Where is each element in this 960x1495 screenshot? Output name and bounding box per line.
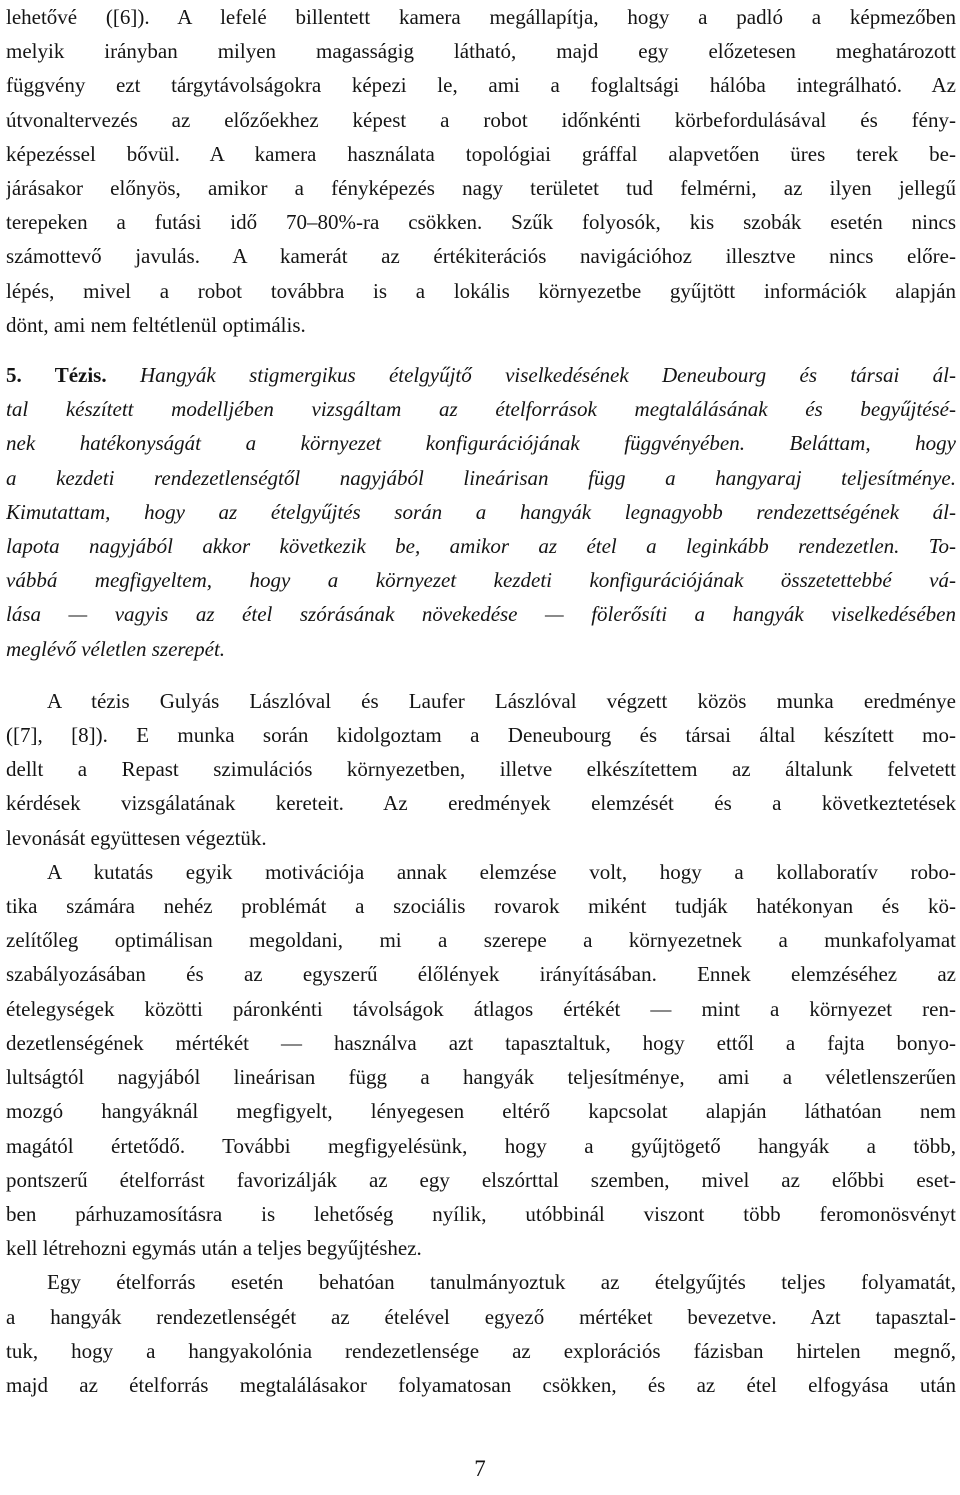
text-line: lehetővé ([6]). A lefelé billentett kamera megállapítja, hogy a padló a képmezőben bbox=[6, 5, 956, 29]
paragraph-motivation bbox=[6, 855, 956, 1265]
text-line: útvonaltervezés az előzőekhez képest a robot időnkénti körbefordulásával és fény- bbox=[6, 107, 956, 132]
thesis-first-line-text: Hangyák stigmergikus ételgyűjtő viselkedésének Deneubourg és társai ál- bbox=[139, 363, 956, 388]
text-line: Egy ételforrás esetén behatóan tanulmányoztuk az ételgyűjtés teljes folyamatát, bbox=[47, 1270, 956, 1295]
text-line: meglévő véletlen szerepét. bbox=[6, 636, 226, 661]
text-line: A kutatás egyik motivációja annak elemzése volt, hogy a kollaboratív robo- bbox=[47, 859, 956, 884]
paragraph-gap bbox=[6, 666, 956, 684]
text-line: lása — vagyis az étel szórásának növekedése — fölerősíti a hangyák viselkedésében bbox=[6, 602, 956, 627]
text-line: ételegységek közötti páronkénti távolságok átlagos értékét — mint a környezet ren- bbox=[6, 996, 956, 1021]
text-line: ([7], [8]). E munka során kidolgoztam a Deneubourg és társai által készített mo- bbox=[6, 723, 956, 748]
text-line: magától értetődő. További megfigyelésünk, hogy a gyűjtögető hangyák a több, bbox=[6, 1133, 956, 1158]
text-line: lultságtól nagyjából lineárisan függ a hangyák teljesítménye, ami a véletlenszerűen bbox=[6, 1065, 956, 1090]
text-line: terepeken a futási idő 70–80%-ra csökken. Szűk folyosók, kis szobák esetén nincs bbox=[6, 210, 956, 235]
text-line: számottevő javulás. A kamerát az értékiterációs navigációhoz illesztve nincs előre- bbox=[6, 244, 956, 269]
page-number: 7 bbox=[474, 1456, 486, 1481]
text-line: a hangyák rendezetlenségét az ételével egyező mértéket bevezetve. Azt tapasztal- bbox=[6, 1304, 956, 1329]
text-line: lépés, mivel a robot továbbra is a lokális környezetbe gyűjtött információk alapján bbox=[6, 278, 956, 303]
text-line: zelítőleg optimálisan megoldani, mi a szerepe a környezetnek a munkafolyamat bbox=[6, 928, 956, 953]
text-line: pontszerű ételforrást favorizálják az egy elszórttal szemben, mivel az előbbi eset- bbox=[6, 1167, 956, 1192]
text-line: kell létrehozni egymás után a teljes begyűjtéshez. bbox=[6, 1236, 422, 1261]
text-line: tuk, hogy a hangyakolónia rendezetlensége az explorációs fázisban hirtelen megnő, bbox=[6, 1338, 956, 1363]
text-line: levonását együttesen végeztük. bbox=[6, 825, 267, 850]
thesis-heading: 5. Tézis. bbox=[6, 363, 107, 388]
paragraph-single-source bbox=[6, 1265, 956, 1402]
text-line: melyik irányban milyen magasságig látható, majd egy előzetesen meghatározott bbox=[6, 39, 956, 64]
text-line: nek hatékonyságát a környezet konfigurációjának függvényében. Beláttam, hogy bbox=[6, 431, 956, 456]
text-line: járásakor előnyös, amikor a fényképezés nagy területet tud felmérni, az ilyen jellegű bbox=[6, 176, 956, 201]
text-line: majd az ételforrás megtalálásakor folyamatosan csökken, és az étel elfogyása után bbox=[6, 1372, 956, 1397]
text-line: szabályozásában és az egyszerű élőlények irányításában. Ennek elemzéséhez az bbox=[6, 962, 956, 987]
text-line: ben párhuzamosításra is lehetőség nyílik, utóbbinál viszont több feromonösvényt bbox=[6, 1201, 956, 1226]
text-line: dönt, ami nem feltétlenül optimális. bbox=[6, 312, 306, 337]
text-line: a kezdeti rendezetlenségtől nagyjából lineárisan függ a hangyaraj teljesítménye. bbox=[6, 465, 956, 490]
paragraph-camera bbox=[6, 0, 956, 342]
thesis-first-line bbox=[6, 358, 956, 392]
text-line: dellt a Repast szimulációs környezetben, illetve elkészítettem az általunk felvetett bbox=[6, 757, 956, 782]
thesis-block bbox=[6, 358, 956, 666]
text-line: dezetlenségének mértékét — használva azt tapasztaltuk, hogy ettől a fajta bonyo- bbox=[6, 1030, 956, 1055]
text-line: vábbá megfigyeltem, hogy a környezet kezdeti konfigurációjának összetettebbé vá- bbox=[6, 568, 956, 593]
text-line: mozgó hangyáknál megfigyelt, lényegesen eltérő kapcsolat alapján láthatóan nem bbox=[6, 1099, 956, 1124]
document-page bbox=[6, 0, 956, 1402]
paragraph-collaboration bbox=[6, 684, 956, 855]
text-line: A tézis Gulyás Lászlóval és Laufer Lászlóval végzett közös munka eredménye bbox=[47, 688, 956, 713]
text-line: képezéssel bővül. A kamera használata topológiai gráffal alapvetően üres terek be- bbox=[6, 141, 956, 166]
text-line: függvény ezt tárgytávolságokra képezi le, ami a foglaltsági hálóba integrálható. Az bbox=[6, 73, 956, 98]
text-line: tika számára nehéz problémát a szociális rovarok miként tudják hatékonyan és kö- bbox=[6, 894, 956, 919]
paragraph-gap bbox=[6, 342, 956, 358]
text-line: Kimutattam, hogy az ételgyűjtés során a hangyák legnagyobb rendezettségének ál- bbox=[6, 499, 956, 524]
text-line: lapota nagyjából akkor következik be, amikor az étel a leginkább rendezetlen. To- bbox=[6, 534, 956, 559]
text-line: kérdések vizsgálatának kereteit. Az eredmények elemzését és a következtetések bbox=[6, 791, 956, 816]
text-line: tal készített modelljében vizsgáltam az ételforrások megtalálásának és begyűjtésé- bbox=[6, 397, 956, 422]
